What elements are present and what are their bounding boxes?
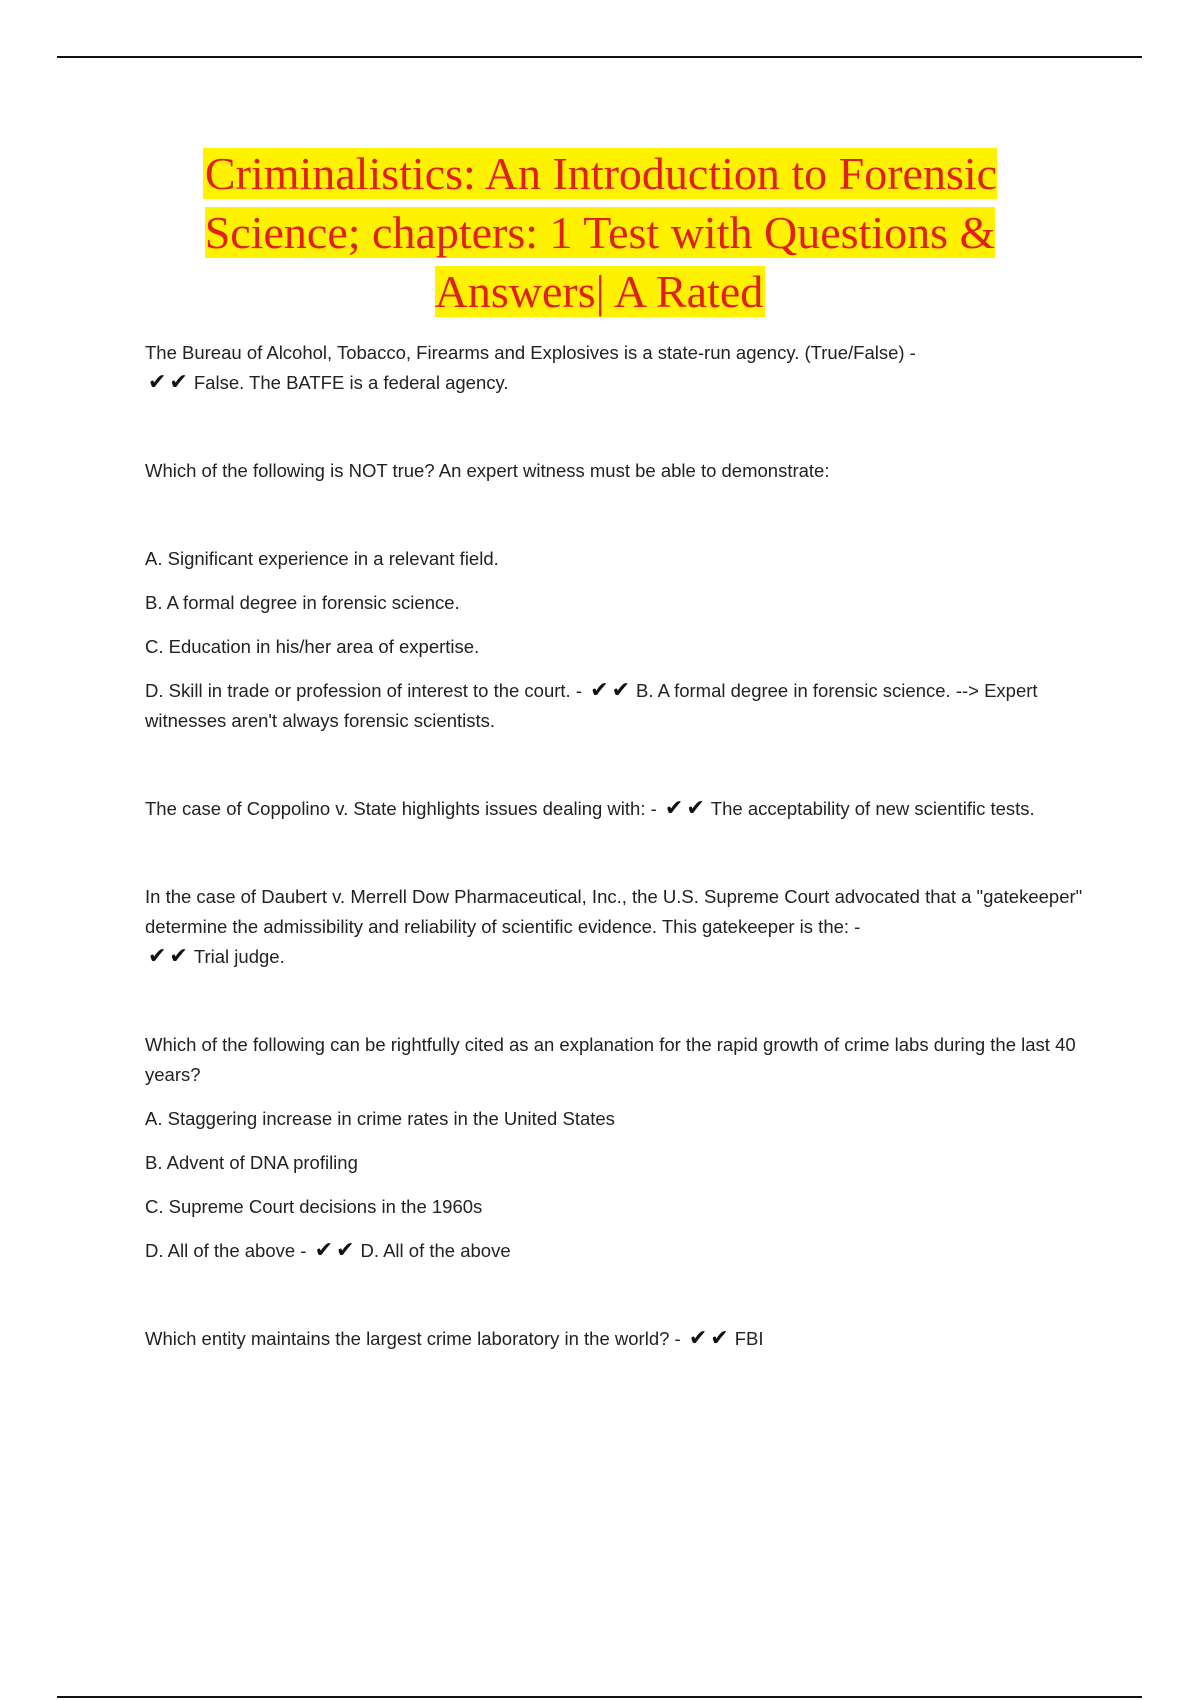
option-c: C. Education in his/her area of expertise.: [145, 636, 480, 657]
question-text: Which of the following can be rightfully cited as an explanation for the rapid growth of crime labs during the last 40 years?: [145, 1034, 1076, 1085]
option-a: A. Staggering increase in crime rates in the United States: [145, 1108, 615, 1129]
check-mark-icon: ✔✔: [148, 370, 191, 395]
option-b: B. A formal degree in forensic science.: [145, 592, 460, 613]
option-d-with-answer: [145, 1236, 1090, 1266]
option-d: D. Skill in trade or profession of interest to the court. -: [145, 680, 582, 701]
qa-content: [145, 338, 1090, 1354]
question-4: [145, 882, 1090, 972]
question-text: The Bureau of Alcohol, Tobacco, Firearms and Explosives is a state-run agency. (True/False) -: [145, 342, 916, 363]
check-mark-icon: ✔✔: [314, 1238, 358, 1263]
question-6: [145, 1324, 1090, 1354]
question-2: [145, 456, 1090, 486]
top-rule: [57, 56, 1142, 58]
question-text: Which entity maintains the largest crime laboratory in the world? -: [145, 1328, 681, 1349]
bottom-rule: [57, 1696, 1142, 1698]
answer-text: Trial judge.: [193, 946, 285, 967]
document-title: Criminalistics: An Introduction to Forensic Science; chapters: 1 Test with Questions & Answers| A Rated: [204, 148, 998, 317]
question-text: The case of Coppolino v. State highlights issues dealing with: -: [145, 798, 657, 819]
check-mark-icon: ✔✔: [664, 796, 708, 821]
answer-text: FBI: [734, 1328, 764, 1349]
question-text: Which of the following is NOT true? An expert witness must be able to demonstrate:: [145, 460, 830, 481]
option-c: C. Supreme Court decisions in the 1960s: [145, 1196, 483, 1217]
option-d: D. All of the above -: [145, 1240, 307, 1261]
option-b: B. Advent of DNA profiling: [145, 1152, 358, 1173]
answer-text: D. All of the above: [360, 1240, 511, 1261]
check-mark-icon: ✔✔: [688, 1326, 732, 1351]
option-a: A. Significant experience in a relevant field.: [145, 548, 499, 569]
question-3: [145, 794, 1090, 824]
check-mark-icon: ✔✔: [148, 944, 191, 969]
answer-text: The acceptability of new scientific tests.: [710, 798, 1035, 819]
answer-text: False. The BATFE is a federal agency.: [193, 372, 509, 393]
question-1: [145, 338, 1090, 398]
option-d-with-answer: [145, 676, 1090, 736]
question-5: [145, 1030, 1090, 1090]
answer-text: B. A formal degree in forensic science. --> Expert witnesses aren't always forensic scientists.: [145, 680, 1038, 731]
question-text: In the case of Daubert v. Merrell Dow Pharmaceutical, Inc., the U.S. Supreme Court advocated that a "gatekeeper" determine the admissibility and reliability of scientific evidence. This gatekeeper is the: -: [145, 886, 1083, 937]
check-mark-icon: ✔✔: [590, 678, 634, 703]
